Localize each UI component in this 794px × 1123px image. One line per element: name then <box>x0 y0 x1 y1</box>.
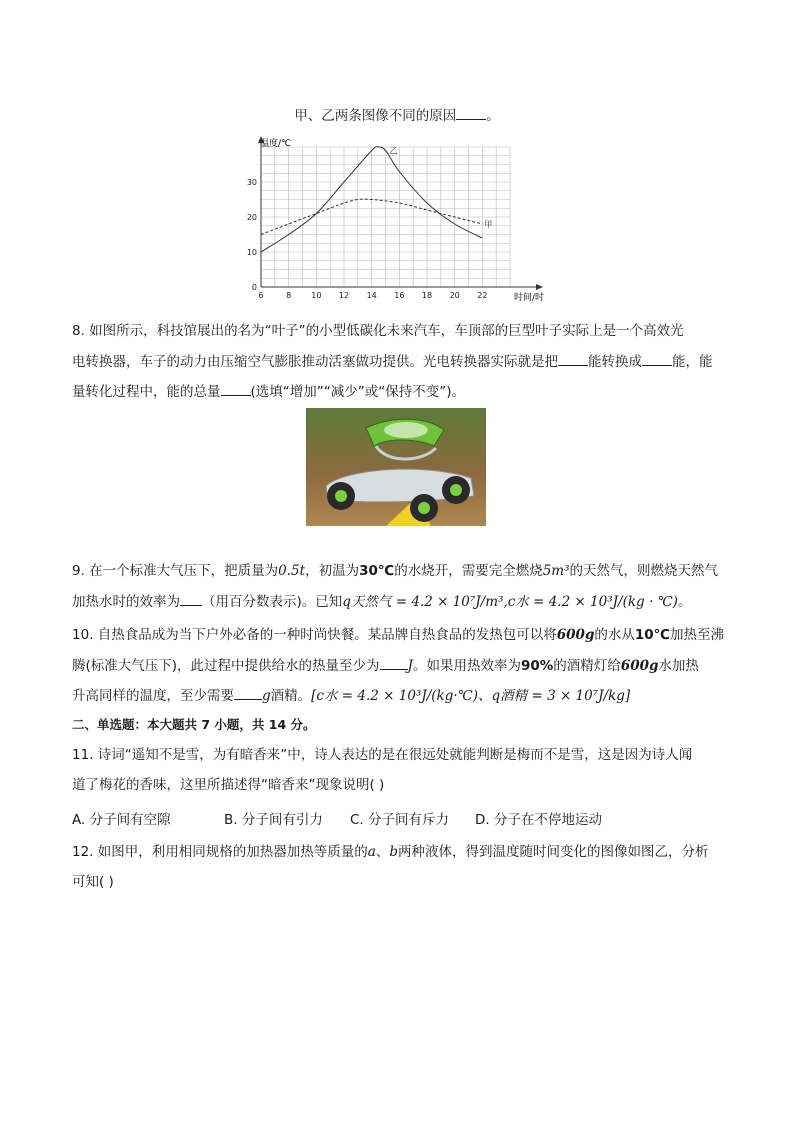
section-header: 二、单选题：本大题共 7 小题，共 14 分。 <box>72 717 316 732</box>
option-c[interactable]: C. 分子间有斥力 <box>350 812 450 828</box>
x-tick-label: 20 <box>449 291 460 300</box>
q12-line-1: 12. 如图甲，利用相同规格的加热器加热等质量的a、b两种液体，得到温度随时间变化的图像如图乙，分析 <box>72 844 709 860</box>
y-tick-label: 0 <box>251 283 257 292</box>
option-a[interactable]: A. 分子间有空隙 <box>72 812 171 828</box>
x-tick-label: 10 <box>311 291 322 300</box>
x-tick-label: 12 <box>338 291 350 300</box>
series-label-yi: 乙 <box>389 146 398 156</box>
q11-options <box>72 810 602 830</box>
q9-line-2: 加热水时的效率为 （用百分数表示)。已知q天然气 = 4.2 × 10⁷J/m³,c水 = 4.2 × 10³J/(kg · ℃)。 <box>72 591 691 612</box>
y-tick-label: 10 <box>246 248 257 257</box>
x-tick-label: 14 <box>366 291 377 300</box>
q8-line-3: 量转化过程中，能的总量 (选填“增加”“减少”或“保持不变”)。 <box>72 381 465 402</box>
q11-line-1: 11. 诗词“遥知不是雪，为有暗香来”中，诗人表达的是在很远处就能判断是梅而不是雪，这是因为诗人闻 <box>72 747 693 763</box>
q7-caption: 甲、乙两条图像不同的原因 。 <box>0 104 794 124</box>
y-tick-label: 20 <box>246 213 257 222</box>
x-tick-label: 6 <box>258 291 264 300</box>
q10-line-1: 10. 自热食品成为当下户外必备的一种时尚快餐。某品牌自热食品的发热包可以将600g的水从10℃加热至沸 <box>72 627 725 643</box>
leaf-car-photo <box>306 408 486 526</box>
y-axis-label: 温度/℃ <box>260 139 292 149</box>
temperature-chart <box>248 134 548 304</box>
answer-blank[interactable] <box>456 105 486 120</box>
chart-axes <box>258 136 543 290</box>
q10-line-2: 腾(标准大气压下)，此过程中提供给水的热量至少为 J。如果用热效率为90%的酒精灯给600g水加热 <box>72 655 699 676</box>
q11-line-2: 道了梅花的香味，这里所描述得“暗香来”现象说明( ) <box>72 777 385 793</box>
answer-blank[interactable] <box>221 381 251 396</box>
answer-blank[interactable] <box>380 655 408 670</box>
q8-line-1: 8. 如图所示，科技馆展出的名为“叶子”的小型低碳化未来汽车，车顶部的巨型叶子实际上是一个高效光 <box>72 323 684 339</box>
x-tick-label: 8 <box>286 291 292 300</box>
x-axis-arrow <box>536 284 543 290</box>
q7-caption-text: 甲、乙两条图像不同的原因 <box>294 108 457 124</box>
answer-blank[interactable] <box>642 351 672 366</box>
q12-line-2: 可知( ) <box>72 874 114 890</box>
q8-line-2: 电转换器，车子的动力由压缩空气膨胀推动活塞做功提供。光电转换器实际就是把 能转换成 能，能 <box>72 351 713 372</box>
answer-blank[interactable] <box>180 591 202 606</box>
x-tick-label: 18 <box>421 291 433 300</box>
answer-blank[interactable] <box>558 351 588 366</box>
chart-grid <box>261 147 510 287</box>
option-d[interactable]: D. 分子在不停地运动 <box>475 812 602 828</box>
x-tick-label: 22 <box>477 291 488 300</box>
q9-line-1: 9. 在一个标准大气压下，把质量为0.5t，初温为30℃的水烧开，需要完全燃烧5m³的天然气，则燃烧天然气 <box>72 563 719 579</box>
series-label-jia: 甲 <box>484 220 493 229</box>
option-b[interactable]: B. 分子间有引力 <box>224 812 323 828</box>
q10-line-3: 升高同样的温度，至少需要 g酒精。[c水 = 4.2 × 10³J/(kg·℃)、q酒精 = 3 × 10⁷J/kg] <box>72 685 630 706</box>
y-tick-label: 30 <box>246 178 257 187</box>
chart-ticks <box>247 178 488 300</box>
answer-blank[interactable] <box>234 685 262 700</box>
x-tick-label: 16 <box>394 291 405 300</box>
x-axis-label: 时间/时 <box>514 293 545 303</box>
